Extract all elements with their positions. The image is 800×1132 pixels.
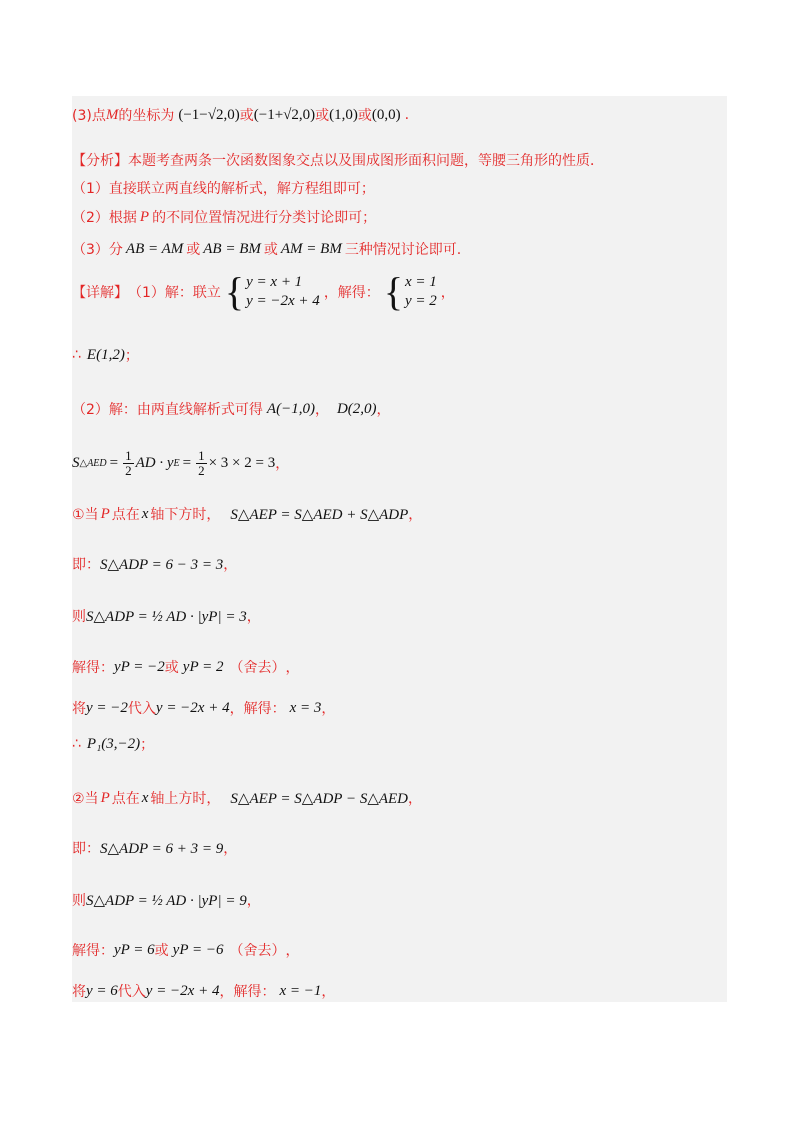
area-expression: AD · y xyxy=(135,454,174,471)
point-a: A(−1,0) xyxy=(266,400,315,417)
solution-system: { x = 1 y = 2 xyxy=(383,269,437,314)
ze-text: 则 xyxy=(72,893,86,909)
condition-ab-am: AB = AM xyxy=(125,240,184,257)
case1-adp-formula: S△ADP = ½ AD · |yP| = 3 xyxy=(86,608,247,625)
step-3-text-end: 三种情况讨论即可. xyxy=(344,242,462,258)
case1-text: 点在 xyxy=(111,507,140,523)
detail-text: （1）解：联立 xyxy=(128,285,221,301)
semicolon: ； xyxy=(124,348,139,364)
denominator: 2 xyxy=(198,462,205,478)
numerator: 1 xyxy=(125,447,132,463)
case2-line xyxy=(72,778,727,818)
analysis-step-3 xyxy=(72,229,727,269)
comma: ， xyxy=(321,984,336,1000)
line-equation: y = −2x + 4 xyxy=(145,982,220,999)
equation-2: y = −2x + 4 xyxy=(246,293,320,309)
case1-solve-line xyxy=(72,647,727,687)
point-e-line xyxy=(72,335,727,375)
analysis-text: 本题考查两条一次函数图象交点以及围成图形面积问题，等腰三角形的性质． xyxy=(128,153,604,169)
point-e: E(1,2) xyxy=(86,346,125,363)
line-equation: y = −2x + 4 xyxy=(155,699,230,716)
case2-area-formula: S△AEP = S△ADP − S△AED xyxy=(230,790,409,807)
therefore-symbol: ∴ xyxy=(72,347,81,363)
comma: ， xyxy=(246,609,261,625)
case2-text: 点在 xyxy=(111,791,140,807)
or-text: 或 xyxy=(263,242,278,258)
comma: ， xyxy=(440,285,455,301)
part3-coordinates-text: 的坐标为 xyxy=(118,108,175,124)
x-axis-label: x xyxy=(141,505,149,522)
point-m-label: M xyxy=(105,106,119,123)
comma: ， xyxy=(223,841,238,857)
jiede-text: 解得： xyxy=(72,943,114,959)
ye-subscript: E xyxy=(173,457,180,469)
ji-text: 即： xyxy=(72,841,100,857)
comma: ， xyxy=(408,791,423,807)
jiede-text: ，解得： xyxy=(229,701,286,717)
case2-substitute-line xyxy=(72,971,727,1011)
part2-line xyxy=(72,389,727,429)
comma: ， xyxy=(285,660,300,676)
or-text: 或 xyxy=(239,108,254,124)
condition-am-bm: AM = BM xyxy=(280,240,342,257)
dairu-text: 代入 xyxy=(117,984,146,1000)
or-text: 或 xyxy=(186,242,201,258)
case2-solve-line xyxy=(72,930,727,970)
case1-ji-line xyxy=(72,544,727,584)
point-p-label: P xyxy=(139,208,150,225)
half-fraction xyxy=(123,449,134,478)
point-p-label: P xyxy=(100,505,110,522)
comma: ， xyxy=(275,456,290,472)
case1-adp-area: S△ADP = 6 − 3 = 3 xyxy=(100,556,224,573)
comma: ， xyxy=(376,402,391,418)
case2-adp-area: S△ADP = 6 + 3 = 9 xyxy=(100,840,224,857)
dairu-text: 代入 xyxy=(127,701,156,717)
comma: ， xyxy=(408,507,423,523)
case1-yp-2: yP = 2 xyxy=(182,658,224,675)
case1-substitute-line xyxy=(72,688,727,728)
ji-text: 即： xyxy=(72,557,100,573)
solution-x: x = 1 xyxy=(405,274,437,290)
case2-yp-2: yP = −6 xyxy=(172,941,224,958)
step-2-text: （2）根据 xyxy=(72,210,137,226)
case1-point-line xyxy=(72,724,727,764)
coordinate-2: (−1+√2,0) xyxy=(253,106,316,123)
case2-label: ②当 xyxy=(72,791,99,807)
case1-line xyxy=(72,494,727,534)
point-p-label: P xyxy=(100,789,110,806)
area-result: × 3 × 2 = 3 xyxy=(208,454,276,471)
ze-text: 则 xyxy=(72,609,86,625)
point-d: D(2,0) xyxy=(336,400,377,417)
area-symbol: S xyxy=(72,454,80,471)
comma: ， xyxy=(285,943,300,959)
analysis-tag: 【分析】 xyxy=(72,153,128,169)
coordinate-3: (1,0) xyxy=(329,106,358,123)
case2-ze-line xyxy=(72,880,727,920)
case1-x-value: x = 3 xyxy=(289,699,322,716)
comma: ， xyxy=(223,557,238,573)
semicolon: ； xyxy=(140,737,155,753)
equation-system: { y = x + 1 y = −2x + 4 xyxy=(224,269,320,314)
part2-text: （2）解：由两直线解析式可得 xyxy=(72,402,263,418)
case1-label: ①当 xyxy=(72,507,99,523)
denominator: 2 xyxy=(125,462,132,478)
detail-tag: 【详解】 xyxy=(72,285,128,301)
coordinate-1: (−1−√2,0) xyxy=(178,106,240,123)
step-1-text: （1）直接联立两直线的解析式，解方程组即可； xyxy=(72,181,375,197)
step-2-text-end: 的不同位置情况进行分类讨论即可； xyxy=(152,210,377,226)
case1-yp-1: yP = −2 xyxy=(114,658,165,675)
condition-ab-bm: AB = BM xyxy=(203,240,261,257)
or-text: 或 xyxy=(164,660,179,676)
case2-adp-formula: S△ADP = ½ AD · |yP| = 9 xyxy=(86,892,247,909)
case1-text-end: 轴下方时， xyxy=(150,507,221,523)
jiede-text: 解得： xyxy=(72,660,114,676)
or-text: 或 xyxy=(315,108,330,124)
case1-area-formula: S△AEP = S△AED + S△ADP xyxy=(230,506,409,523)
or-text: 或 xyxy=(357,108,372,124)
jiede-text: ，解得： xyxy=(219,984,276,1000)
area-aed-line: S △AED = $\frac{1}{2}$ AD · y E = $\frac{1}{2}$ × 3 × 2 = 3 ， xyxy=(72,447,290,478)
case2-x-value: x = −1 xyxy=(279,982,322,999)
comma: ， xyxy=(314,402,329,418)
comma: ， xyxy=(246,893,261,909)
area-subscript: △AED xyxy=(79,457,107,469)
point-p1: P₁(3,−2) xyxy=(86,735,141,752)
period: . xyxy=(404,107,410,123)
numerator: 1 xyxy=(198,447,205,463)
or-text: 或 xyxy=(154,943,169,959)
case2-text-end: 轴上方时， xyxy=(150,791,221,807)
solve-text: ，解得： xyxy=(323,285,380,301)
detail-line xyxy=(72,268,727,316)
coordinate-4: (0,0) xyxy=(371,106,401,123)
part3-label: (3)点 xyxy=(72,108,106,124)
therefore-symbol: ∴ xyxy=(72,736,81,752)
part3-answer-line xyxy=(72,95,727,135)
case1-y-value: y = −2 xyxy=(86,699,128,716)
step-3-text: （3）分 xyxy=(72,242,123,258)
case1-ze-line xyxy=(72,596,727,636)
solution-y: y = 2 xyxy=(405,293,437,309)
discard-text: （舍去） xyxy=(229,943,286,959)
x-axis-label: x xyxy=(141,789,149,806)
jiang-text: 将 xyxy=(72,984,86,1000)
discard-text: （舍去） xyxy=(229,660,286,676)
jiang-text: 将 xyxy=(72,701,86,717)
case2-y-value: y = 6 xyxy=(86,982,118,999)
comma: ， xyxy=(321,701,336,717)
case2-ji-line xyxy=(72,828,727,868)
equation-1: y = x + 1 xyxy=(246,274,303,290)
half-fraction xyxy=(196,449,207,478)
case2-yp-1: yP = 6 xyxy=(114,941,155,958)
